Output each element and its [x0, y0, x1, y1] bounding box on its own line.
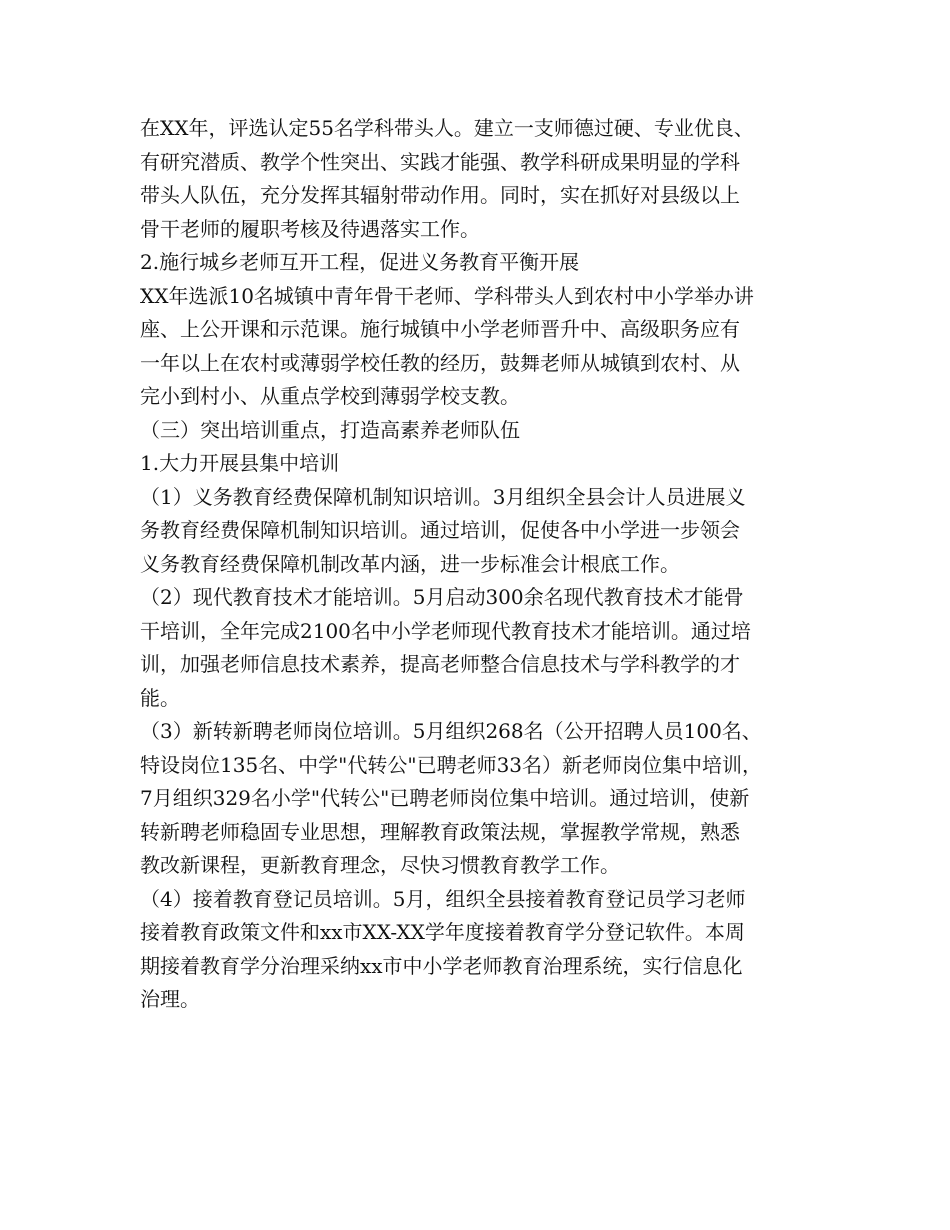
text-line: 训，加强老师信息技术素养，提高老师整合信息技术与学科教学的才	[140, 652, 740, 676]
heading-line: 2.施行城乡老师互开工程，促进义务教育平衡开展	[140, 250, 580, 274]
document-body	[140, 112, 820, 1017]
paragraph-subject-leaders	[140, 112, 820, 246]
section-heading-urban-rural	[140, 246, 820, 280]
subsection-heading-county-training	[140, 447, 820, 481]
paragraph-funding-training	[140, 481, 820, 582]
text-line: 教改新课程，更新教育理念，尽快习惯教育教学工作。	[140, 853, 620, 877]
paragraph-urban-rural	[140, 280, 820, 414]
text-line: 骨干老师的履职考核及待遇落实工作。	[140, 216, 480, 241]
heading-line: （三）突出培训重点，打造高素养老师队伍	[140, 417, 520, 442]
text-line: 转新聘老师稳固专业思想，理解教育政策法规，掌握教学常规，熟悉	[140, 819, 740, 844]
text-line: 完小到村小、从重点学校到薄弱学校支教。	[140, 384, 520, 408]
text-line: 干培训，全年完成2100名中小学老师现代教育技术才能培训。通过培	[140, 618, 751, 643]
text-line: 接着教育政策文件和xx市XX-XX学年度接着教育学分登记软件。本周	[140, 920, 745, 944]
text-line: 特设岗位135名、中学"代转公"已聘老师33名）新老师岗位集中培训，	[140, 752, 763, 777]
paragraph-new-teacher-training	[140, 715, 820, 883]
text-line: （3）新转新聘老师岗位培训。5月组织268名（公开招聘人员100名、	[140, 719, 762, 743]
text-line: （2）现代教育技术才能培训。5月启动300余名现代教育技术才能骨	[140, 585, 744, 609]
heading-line: 1.大力开展县集中培训	[140, 451, 340, 475]
text-line: 义务教育经费保障机制改革内涵，进一步标准会计根底工作。	[140, 551, 680, 576]
text-line: 能。	[140, 685, 180, 710]
text-line: XX年选派10名城镇中青年骨干老师、学科带头人到农村中小学举办讲	[140, 283, 754, 308]
paragraph-registrar-training	[140, 883, 820, 1017]
text-line: 7月组织329名小学"代转公"已聘老师岗位集中培训。通过培训，使新	[140, 786, 750, 810]
paragraph-tech-training	[140, 581, 820, 715]
text-line: 务教育经费保障机制知识培训。通过培训，促使各中小学进一步领会	[140, 518, 740, 542]
text-line: 座、上公开课和示范课。施行城镇中小学老师晋升中、高级职务应有	[140, 317, 740, 341]
text-line: 在XX年，评选认定55名学科带头人。建立一支师德过硬、专业优良、	[140, 116, 754, 140]
text-line: 带头人队伍，充分发挥其辐射带动作用。同时，实在抓好对县级以上	[140, 183, 740, 207]
text-line: 治理。	[140, 987, 200, 1011]
text-line: （4）接着教育登记员培训。5月，组织全县接着教育登记员学习老师	[140, 886, 746, 911]
text-line: （1）义务教育经费保障机制知识培训。3月组织全县会计人员进展义	[140, 484, 746, 509]
text-line: 有研究潜质、教学个性突出、实践才能强、教学科研成果明显的学科	[140, 149, 740, 174]
text-line: 一年以上在农村或薄弱学校任教的经历，鼓舞老师从城镇到农村、从	[140, 350, 740, 375]
text-line: 期接着教育学分治理采纳xx市中小学老师教育治理系统，实行信息化	[140, 953, 743, 978]
section-heading-training	[140, 414, 820, 448]
